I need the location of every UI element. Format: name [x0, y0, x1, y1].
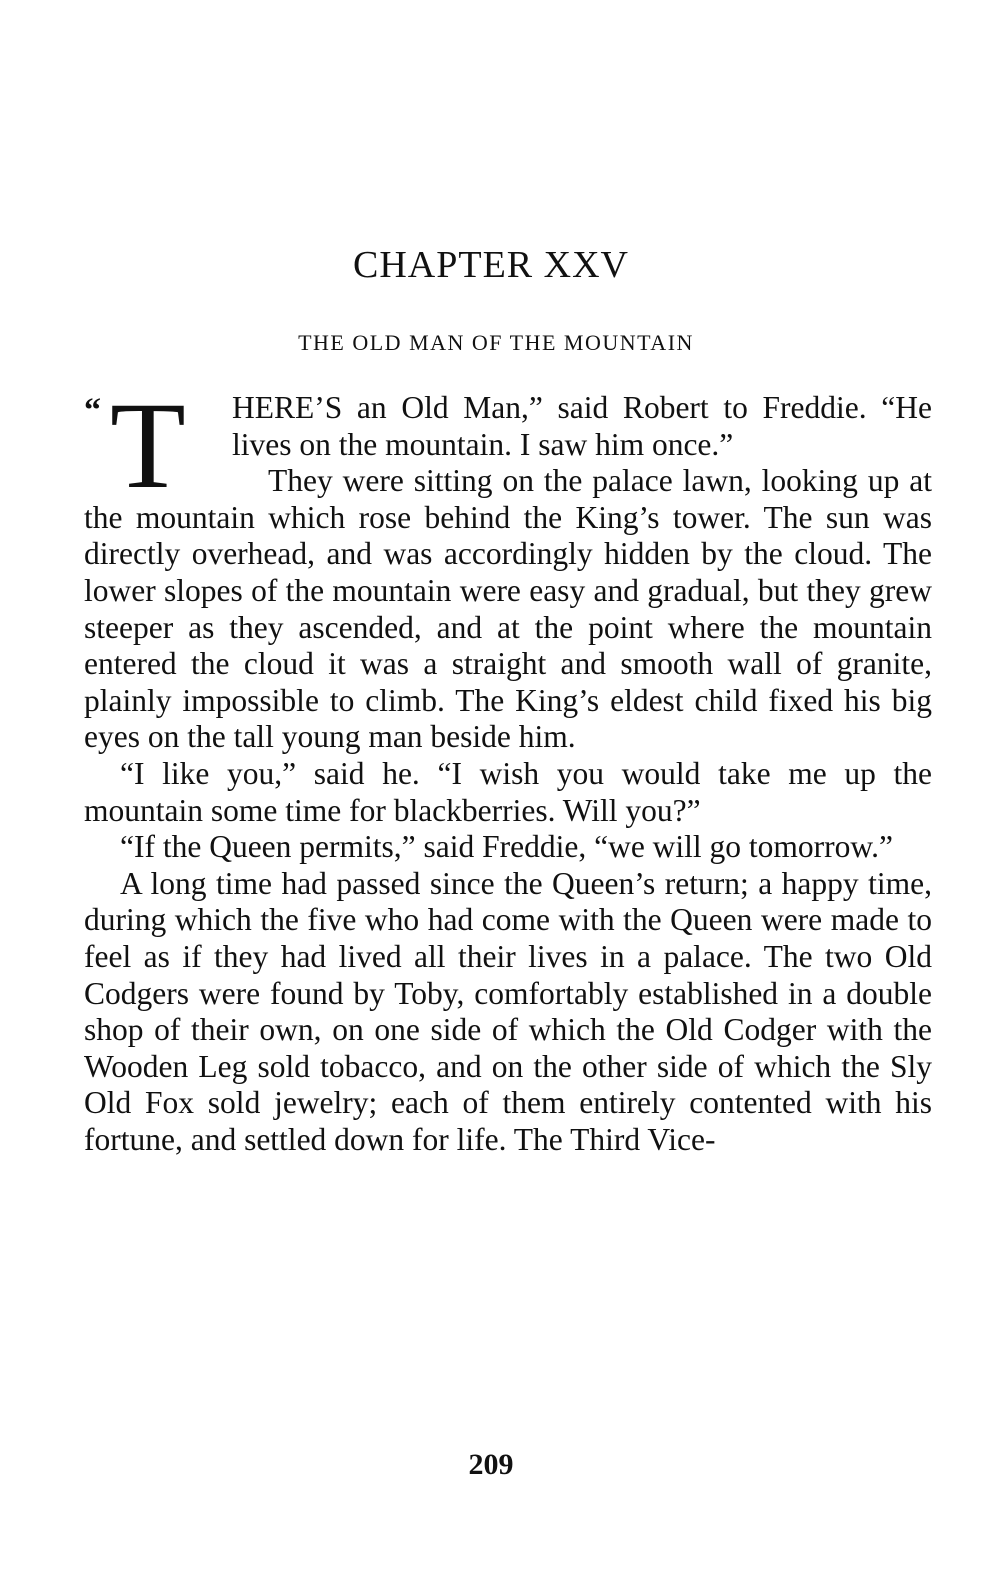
- paragraph-2: They were sitting on the palace lawn, looking up at the mountain which rose behind the King’s tower. The sun was directly overhead, and was accordingly hidden by the cloud. The lower slopes of the mountain were easy and gradual, but they grew steeper as they ascended, and at the point where the mountain entered the cloud it was a straight and smooth wall of granite, plainly impossible to climb. The King’s eldest child fixed his big eyes on the tall young man beside him.: [84, 463, 932, 755]
- paragraph-5: A long time had passed since the Queen’s return; a happy time, during which the five who had come with the Queen were made to feel as if they had lived all their lives in a palace. The two Old Codgers were found by Toby, comfortably established in a double shop of their own, on one side of which the Old Codger with the Wooden Leg sold tobacco, and on the other side of which the Sly Old Fox sold jewelry; each of them entirely contented with his fortune, and settled down for life. The Third Vice-: [84, 865, 932, 1157]
- paragraph-4: “If the Queen permits,” said Freddie, “we will go tomorrow.”: [120, 829, 893, 865]
- chapter-body: [84, 377, 932, 1158]
- drop-cap-letter: T: [110, 377, 186, 514]
- drop-cap: [84, 377, 224, 514]
- page-number: 209: [468, 1448, 514, 1481]
- paragraph-1: [84, 377, 932, 514]
- chapter-title: CHAPTER XXV: [353, 244, 629, 286]
- drop-cap-quote: “: [84, 392, 101, 429]
- paragraph-3: “I like you,” said he. “I wish you would take me up the mountain some time for blackberries. Will you?”: [84, 755, 932, 828]
- chapter-subtitle: THE OLD MAN OF THE MOUNTAIN: [298, 330, 694, 355]
- paragraph-1-text: HERE’S an Old Man,” said Robert to Freddie. “He lives on the mountain. I saw him once.”: [232, 390, 932, 462]
